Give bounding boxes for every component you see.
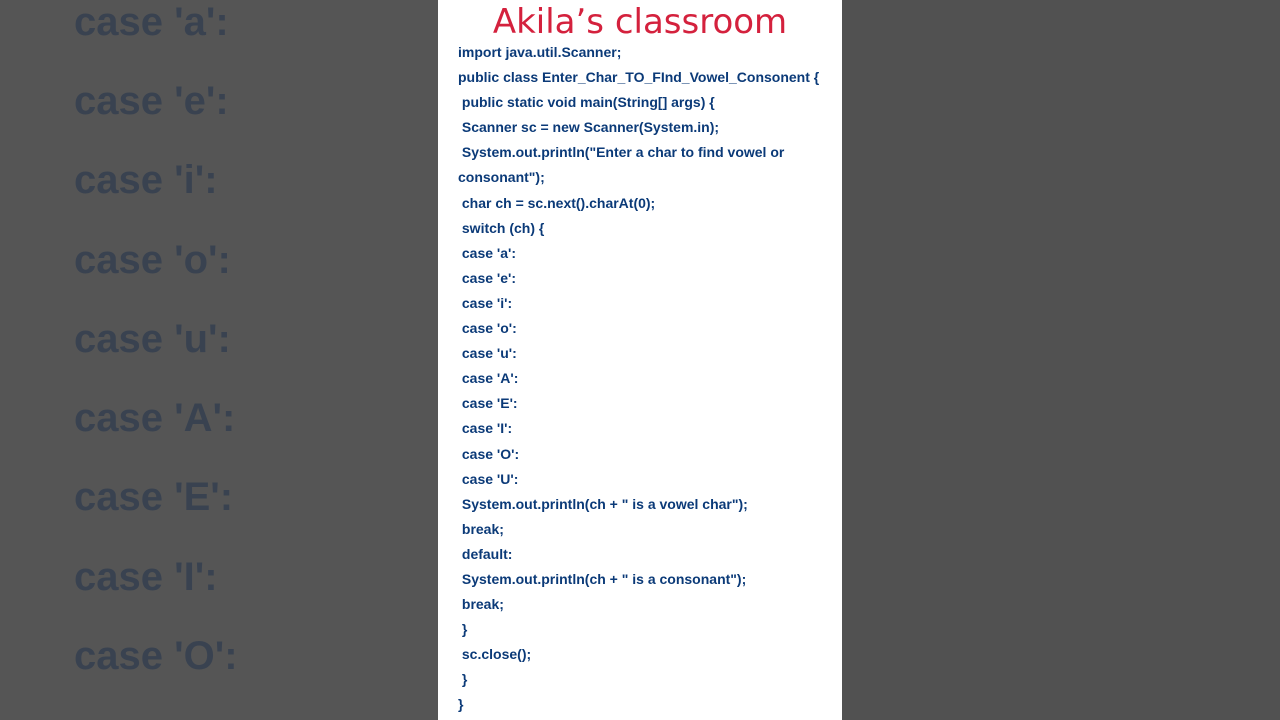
code-listing xyxy=(458,40,834,718)
code-line: break; xyxy=(458,520,504,537)
code-line: case 'A': xyxy=(458,370,519,387)
code-line: import java.util.Scanner; xyxy=(458,44,622,60)
code-line: } xyxy=(458,621,468,638)
code-line: Scanner sc = new Scanner(System.in); xyxy=(458,119,720,136)
background-code-line: case 'I': xyxy=(74,555,218,599)
code-line: case 'e': xyxy=(458,269,517,286)
background-code-line: case 'i': xyxy=(74,158,218,202)
background-code-line: case 'E': xyxy=(74,475,234,519)
code-line: break; xyxy=(458,596,504,613)
background-blur-right xyxy=(842,0,1280,720)
code-panel xyxy=(438,0,842,720)
channel-title: Akila’s classroom xyxy=(492,2,788,42)
code-line: System.out.println(ch + " is a vowel char"); xyxy=(458,495,748,512)
background-code-line: case 'u': xyxy=(74,317,231,361)
code-line: sc.close(); xyxy=(458,646,532,663)
background-code-line: case 'O': xyxy=(74,634,238,678)
code-line: case 'E': xyxy=(458,395,518,412)
background-code-line: case 'a': xyxy=(74,0,229,44)
code-line: } xyxy=(458,696,464,713)
code-line: public static void main(String[] args) { xyxy=(458,94,715,111)
code-line: case 'U': xyxy=(458,470,519,487)
code-line: case 'u': xyxy=(458,345,517,362)
code-line: System.out.println(ch + " is a consonant"); xyxy=(458,570,747,587)
code-line: char ch = sc.next().charAt(0); xyxy=(458,194,656,211)
code-line: System.out.println("Enter a char to find vowel or xyxy=(458,144,785,161)
code-line: default: xyxy=(458,545,513,562)
code-line: switch (ch) { xyxy=(458,219,545,236)
background-blur-left xyxy=(0,0,438,720)
background-code-line: case 'e': xyxy=(74,79,229,123)
code-line: case 'i': xyxy=(458,294,513,311)
background-code-line: case 'o': xyxy=(74,238,231,282)
code-line: } xyxy=(458,671,468,688)
code-line: public class Enter_Char_TO_FInd_Vowel_Consonent { xyxy=(458,69,820,86)
code-line: case 'O': xyxy=(458,445,520,462)
code-line: case 'a': xyxy=(458,244,517,261)
background-code-line: case 'A': xyxy=(74,396,236,440)
code-line: case 'o': xyxy=(458,320,517,337)
code-line: consonant"); xyxy=(458,169,545,186)
code-line: case 'I': xyxy=(458,420,513,437)
